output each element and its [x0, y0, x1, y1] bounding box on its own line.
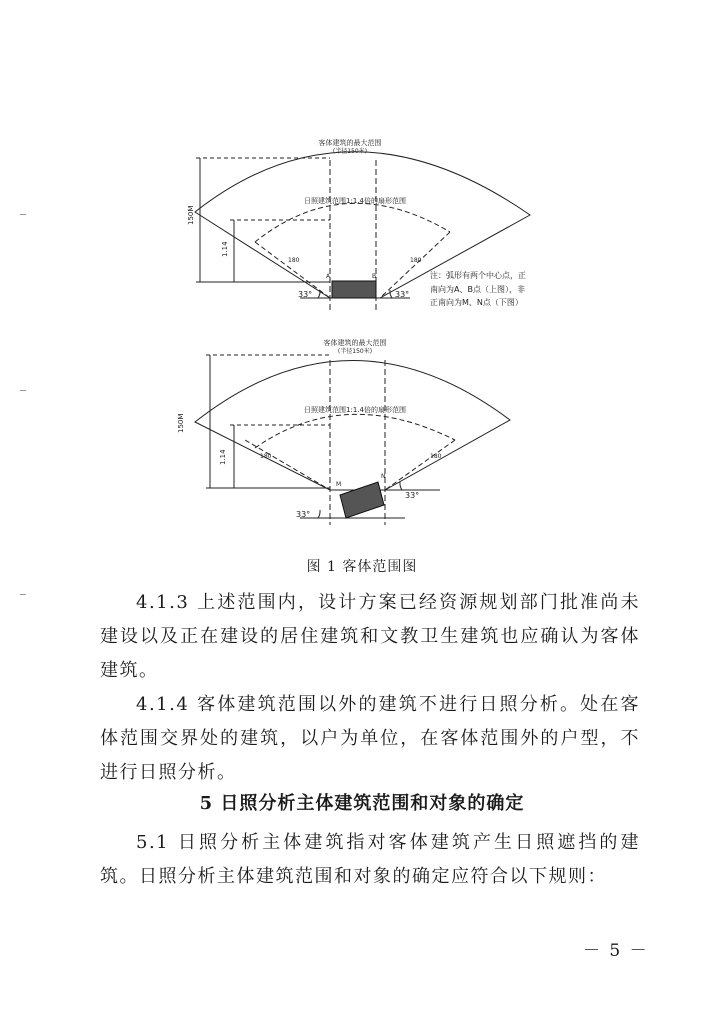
bottom-point-n: N — [381, 473, 386, 480]
bottom-inner-label: 日照建筑范围1:1.4倍的扇形范围 — [304, 406, 406, 414]
margin-mark — [20, 214, 26, 215]
paragraph-5-1: 5.1 日照分析主体建筑指对客体建筑产生日照遮挡的建筑。日照分析主体建筑范围和对象的确定应符合以下规则： — [100, 832, 640, 887]
margin-mark — [20, 594, 26, 595]
bottom-building-block — [340, 482, 384, 518]
paragraph-4-1-3: 4.1.3 上述范围内，设计方案已经资源规划部门批准尚未建设以及正在建设的居住建筑和文教卫生建筑也应确认为客体建筑。 — [100, 592, 640, 681]
paragraph-4-1-4: 4.1.4 客体建筑范围以外的建筑不进行日照分析。处在客体范围交界处的建筑，以户为单位，在客体范围外的户型，不进行日照分析。 — [100, 694, 640, 783]
top-note-line-1: 注：弧形有两个中心点，正 — [430, 271, 526, 280]
top-radius-left: 180 — [288, 257, 300, 264]
bottom-angle-left: 33° — [296, 510, 311, 519]
bottom-outer-sublabel: (半径150米) — [337, 348, 373, 355]
top-angle-right: 33° — [395, 290, 410, 299]
top-note-line-2: 南向为A、B点（上图），非 — [430, 285, 525, 294]
bottom-inner-fan — [255, 414, 455, 448]
top-outer-sublabel: (半径150米) — [332, 148, 368, 155]
top-dim-114: 1.14 — [221, 241, 229, 257]
section-heading-5: 5 日照分析主体建筑范围和对象的确定 — [199, 793, 525, 814]
bottom-outer-fan — [195, 360, 510, 490]
bottom-dim-114: 1.14 — [219, 449, 227, 465]
top-building-block — [332, 281, 376, 298]
top-inner-fan — [255, 203, 450, 242]
figure-caption: 图 1 客体范围图 — [306, 559, 418, 575]
top-point-b: B — [372, 273, 377, 280]
bottom-angle-right: 33° — [405, 491, 420, 500]
top-outer-label: 客体建筑的最大范围 — [318, 139, 382, 147]
top-inner-label: 日照建筑范围1:1.4倍的扇形范围 — [304, 197, 406, 205]
bottom-radius-left: 180 — [260, 453, 272, 460]
bottom-dim-150: 150M — [177, 413, 185, 433]
bottom-radius-right: 180 — [430, 453, 442, 460]
bottom-outer-label: 客体建筑的最大范围 — [323, 339, 387, 347]
top-point-a: A — [326, 273, 331, 280]
page-number: － 5 － — [583, 941, 649, 961]
bottom-point-m: M — [336, 481, 342, 488]
top-angle-left: 33° — [298, 290, 313, 299]
top-radius-right: 180 — [410, 257, 422, 264]
margin-mark — [20, 390, 26, 391]
top-dim-150: 150M — [187, 205, 195, 225]
top-note-line-3: 正南向为M、N点（下图） — [430, 298, 523, 307]
